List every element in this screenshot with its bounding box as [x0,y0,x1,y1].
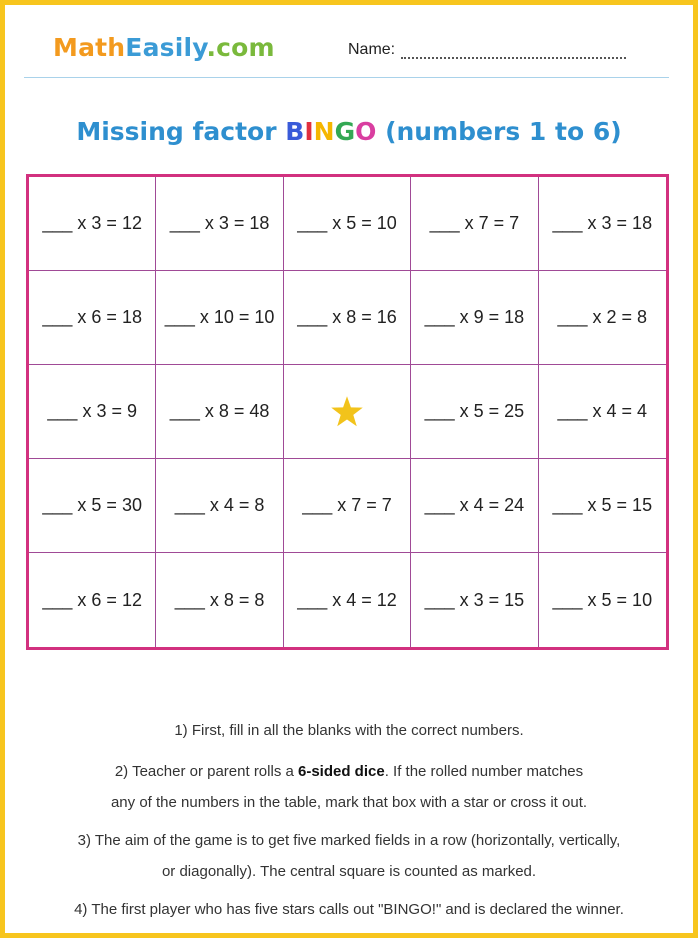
bingo-board [26,174,669,650]
bingo-cell[interactable]: ___ x 3 = 15 [411,553,538,647]
bingo-cell[interactable]: ___ x 7 = 7 [284,459,411,553]
instructions [5,715,693,935]
bingo-cell[interactable]: ___ x 4 = 24 [411,459,538,553]
bingo-cell[interactable]: ___ x 4 = 12 [284,553,411,647]
header [5,5,693,80]
title-prefix: Missing factor [76,117,286,146]
bingo-cell[interactable]: ___ x 7 = 7 [411,177,538,271]
name-blank-line[interactable] [401,44,626,59]
step2-text-after: . If the rolled number matches [384,763,584,780]
bingo-cell[interactable]: ___ x 8 = 16 [284,271,411,365]
bingo-cell[interactable]: ___ x 3 = 12 [29,177,156,271]
step2-bold-dice: 6-sided dice [298,763,385,780]
bingo-cell[interactable]: ___ x 3 = 18 [539,177,666,271]
bingo-cell[interactable]: ___ x 4 = 4 [539,365,666,459]
name-field [348,41,626,59]
bingo-cell[interactable]: ___ x 3 = 18 [156,177,283,271]
logo-math: Math [53,33,126,62]
title-bingo-b: B [285,117,305,146]
bingo-cell[interactable]: ___ x 5 = 10 [284,177,411,271]
step2-line2: any of the numbers in the table, mark that box with a star or cross it out. [110,794,588,811]
bingo-cell[interactable]: ___ x 5 = 15 [539,459,666,553]
bingo-cell[interactable]: ___ x 6 = 18 [29,271,156,365]
title-bingo-n: N [313,117,335,146]
page-title [5,117,693,146]
name-label: Name: [348,41,396,58]
bingo-cell[interactable]: ___ x 8 = 48 [156,365,283,459]
instruction-step-1: 1) First, fill in all the blanks with the correct numbers. [174,722,524,739]
bingo-cell[interactable]: ___ x 3 = 9 [29,365,156,459]
bingo-cell[interactable]: ___ x 4 = 8 [156,459,283,553]
bingo-cell[interactable]: ___ x 2 = 8 [539,271,666,365]
bingo-center-cell [284,365,411,459]
instruction-step-4: 4) The first player who has five stars calls out "BINGO!" and is declared the winner. [74,901,624,918]
step3-line2: or diagonally). The central square is counted as marked. [161,863,537,880]
title-suffix: (numbers 1 to 6) [376,117,622,146]
header-divider [24,77,669,78]
instruction-step-3 [5,825,693,887]
star-icon [329,394,365,430]
bingo-cell[interactable]: ___ x 6 = 12 [29,553,156,647]
instruction-step-2 [5,756,693,818]
title-bingo-i: I [304,117,314,146]
title-bingo-g: G [334,117,356,146]
site-logo [53,33,275,62]
logo-dotcom: .com [206,33,275,62]
bingo-cell[interactable]: ___ x 5 = 10 [552,589,653,610]
step2-text-before: 2) Teacher or parent rolls a [114,763,298,780]
bingo-cell[interactable]: ___ x 9 = 18 [411,271,538,365]
logo-easily: Easily [125,33,207,62]
title-bingo-o: O [355,117,377,146]
bingo-cell[interactable]: ___ x 5 = 30 [29,459,156,553]
bingo-cell[interactable]: ___ x 10 = 10 [156,271,283,365]
bingo-cell[interactable]: ___ x 8 = 8 [156,553,283,647]
bingo-cell[interactable]: ___ x 5 = 25 [411,365,538,459]
step3-line1: 3) The aim of the game is to get five marked fields in a row (horizontally, vertically, [77,832,621,849]
